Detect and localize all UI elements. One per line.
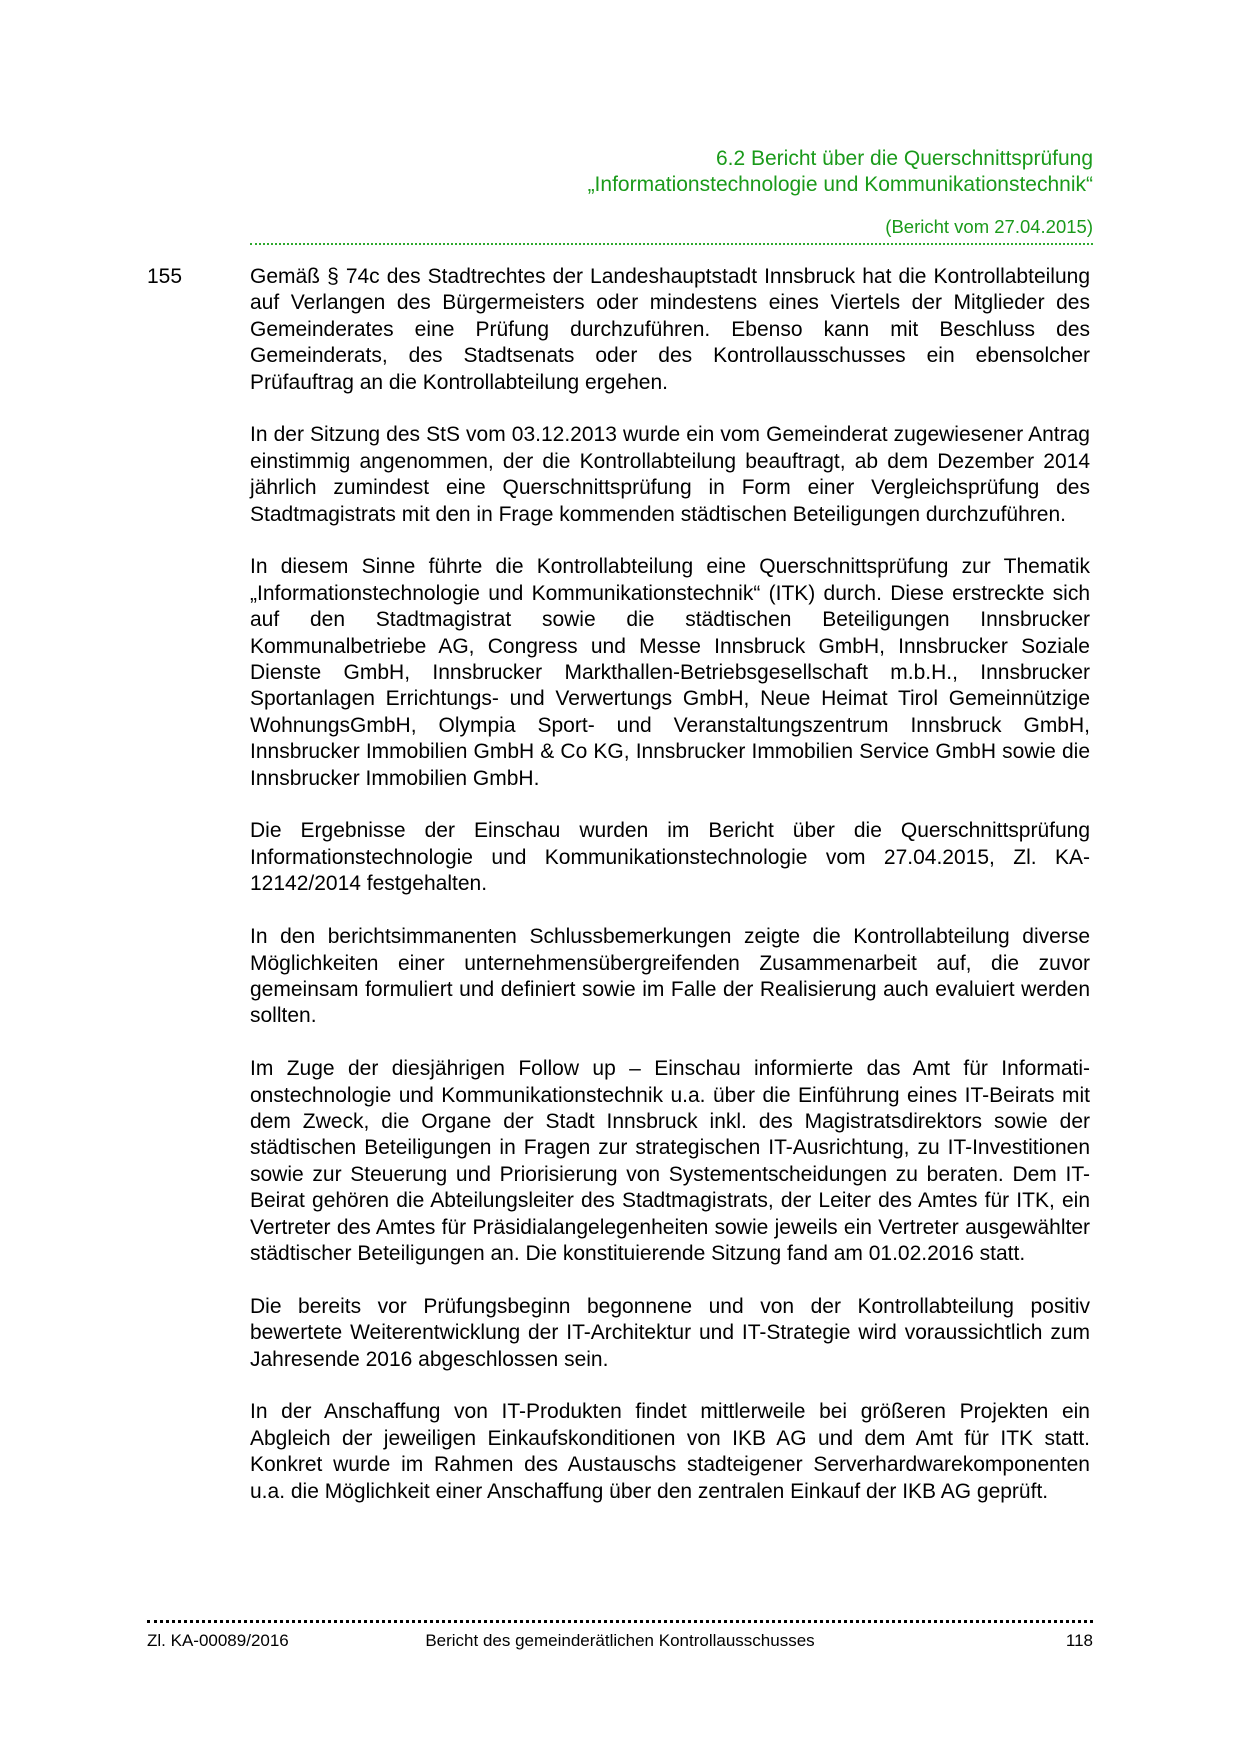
paragraph: In der Anschaffung von IT-Produkten findet mittlerweile bei größeren Projekten ein Abgleich der jeweiligen Einkaufskonditionen von IKB AG und dem Amt für ITK statt. Konkret wurde im Rahmen des Austauschs stadteigener Serverhardwarekomponenten u.a. die Möglichkeit einer Anschaffung über den zentralen Einkauf der IKB AG geprüft. — [250, 1400, 1090, 1503]
paragraph: In den berichtsimmanenten Schlussbemerkungen zeigte die Kontrollabteilung diverse Möglichkeiten einer unternehmensübergreifenden Zusammenarbeit auf, die zuvor gemeinsam formuliert und definiert sowie im Falle der Realisierung auch evaluiert werden sollten. — [250, 925, 1090, 1028]
section-title-line2: „Informationstechnologie und Kommunikationstechnik“ — [587, 173, 1093, 196]
paragraph: Im Zuge der diesjährigen Follow up – Einschau informierte das Amt für Informationstechnologie und Kommunikationstechnik u.a. über die Einführung eines IT-Beirats mit dem Zweck, die Organe der Stadt Innsbruck inkl. des Magistratsdirektors sowie der städtischen Beteiligungen in Fragen zur strategischen IT-Ausrichtung, zu IT-Investitionen sowie zur Steuerung und Priorisierung von Systementscheidungen zu beraten. Dem IT-Beirat gehören die Abteilungsleiter des Stadtmagistrats, der Leiter des Amtes für ITK, ein Vertreter des Amtes für Präsidialangelegenheiten sowie jeweils ein Vertreter ausgewählter städtischer Beteiligungen an. Die konstituierende Sitzung fand am 01.02.2016 statt. — [250, 1057, 1090, 1265]
section-title-line1: 6.2 Bericht über die Querschnittsprüfung — [715, 147, 1093, 170]
footer-page-number: 118 — [1065, 1631, 1093, 1650]
header-divider — [250, 243, 1093, 245]
body-text — [250, 264, 1090, 1531]
paragraph: Gemäß § 74c des Stadtrechtes der Landeshauptstadt Innsbruck hat die Kontrollabteilung auf Verlangen des Bürgermeisters oder mindestens eines Viertels der Mitglieder des Gemeinderates eine Prüfung durchzuführen. Ebenso kann mit Beschluss des Gemeinderats, des Stadtsenats oder des Kontrollausschusses ein ebensolcher Prüfauftrag an die Kontrollabteilung ergehen. — [250, 265, 1090, 394]
paragraph: In diesem Sinne führte die Kontrollabteilung eine Querschnittsprüfung zur Thematik „Informationstechnologie und Kommunikationstechnik“ (ITK) durch. Diese erstreckte sich auf den Stadtmagistrat sowie die städtischen Beteiligungen Innsbrucker Kommunalbetriebe AG, Congress und Messe Innsbruck GmbH, Innsbrucker Soziale Dienste GmbH, Innsbrucker Markthallen-Betriebsgesellschaft m.b.H., Innsbrucker Sportanlagen Errichtungs- und Verwertungs GmbH, Neue Heimat Tirol Gemeinnützige WohnungsGmbH, Olympia Sport- und Veranstaltungszentrum Innsbruck GmbH, Innsbrucker Immobilien GmbH & Co KG, Innsbrucker Immobilien Service GmbH sowie die Innsbrucker Immobilien GmbH. — [250, 555, 1090, 790]
paragraph: Die bereits vor Prüfungsbeginn begonnene und von der Kontrollabteilung positiv bewertete Weiterentwicklung der IT-Architektur und IT-Strategie wird voraussichtlich zum Jahresende 2016 abgeschlossen sein. — [250, 1294, 1090, 1371]
report-date: (Bericht vom 27.04.2015) — [885, 216, 1093, 237]
section-header — [250, 146, 1093, 240]
footer-reference: Zl. KA-00089/2016 — [147, 1631, 289, 1650]
footer-divider — [147, 1620, 1093, 1623]
paragraph-number: 155 — [147, 265, 183, 288]
paragraph: In der Sitzung des StS vom 03.12.2013 wurde ein vom Gemeinderat zugewiesener Antrag einstimmig angenommen, der die Kontrollabteilung beauftragt, ab dem Dezember 2014 jährlich zumindest eine Querschnittsprüfung in Form einer Vergleichsprüfung des Stadtmagistrats mit den in Frage kommenden städtischen Beteiligungen durchzuführen. — [250, 423, 1090, 526]
footer-report-name: Bericht des gemeinderätlichen Kontrollausschusses — [425, 1631, 815, 1650]
paragraph: Die Ergebnisse der Einschau wurden im Bericht über die Querschnittsprüfung Informationstechnologie und Kommunikationstechnologie vom 27.04.2015, Zl. KA-12142/2014 festgehalten. — [250, 819, 1090, 896]
